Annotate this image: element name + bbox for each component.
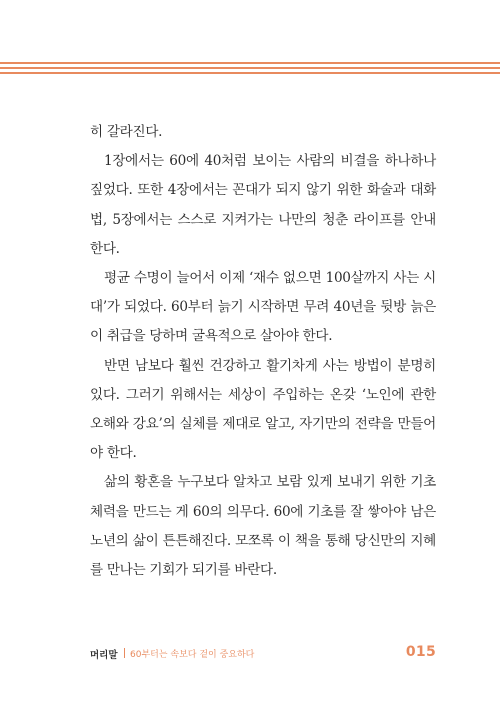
header-rule-top bbox=[0, 62, 500, 64]
paragraph-1: 히 갈라진다. bbox=[90, 124, 163, 140]
paragraph-2: 1장에서는 60에 40처럼 보이는 사람의 비결을 하나하나 짚었다. 또한 4장에서는 꼰대가 되지 않기 위한 화술과 대화법, 5장에서는 스스로 지켜가는 나만의 청춘 라이프를 안내한다. bbox=[90, 153, 436, 257]
header-rule-middle bbox=[0, 67, 500, 69]
paragraph-4: 반면 남보다 훨씬 건강하고 활기차게 사는 방법이 분명히 있다. 그러기 위해서는 세상이 주입하는 온갖 ‘노인에 관한 오해와 강요’의 실체를 제대로 알고, 자기만의 전략을 만들어야 한다. bbox=[90, 357, 436, 462]
page-number: 015 bbox=[405, 644, 436, 660]
page-footer bbox=[90, 646, 436, 662]
footer-book-subtitle: 60부터는 속보다 겉이 중요하다 bbox=[130, 650, 255, 660]
footer-separator bbox=[124, 648, 125, 658]
body-text bbox=[90, 118, 436, 585]
header-rule-bottom bbox=[0, 72, 500, 74]
paragraph-3: 평균 수명이 늘어서 이제 ‘재수 없으면 100살까지 사는 시대’가 되었다. 60부터 늙기 시작하면 무려 40년을 뒷방 늙은이 취급을 당하며 굴욕적으로 살아야 한다. bbox=[90, 270, 436, 345]
footer-section-label: 머리말 bbox=[90, 650, 118, 661]
paragraph-5: 삶의 황혼을 누구보다 알차고 보람 있게 보내기 위한 기초 체력을 만드는 게 60의 의무다. 60에 기초를 잘 쌓아야 남은 노년의 삶이 튼튼해진다. 모쪼록 이 책을 통해 당신만의 지혜를 만나는 기회가 되기를 바란다. bbox=[90, 474, 436, 579]
